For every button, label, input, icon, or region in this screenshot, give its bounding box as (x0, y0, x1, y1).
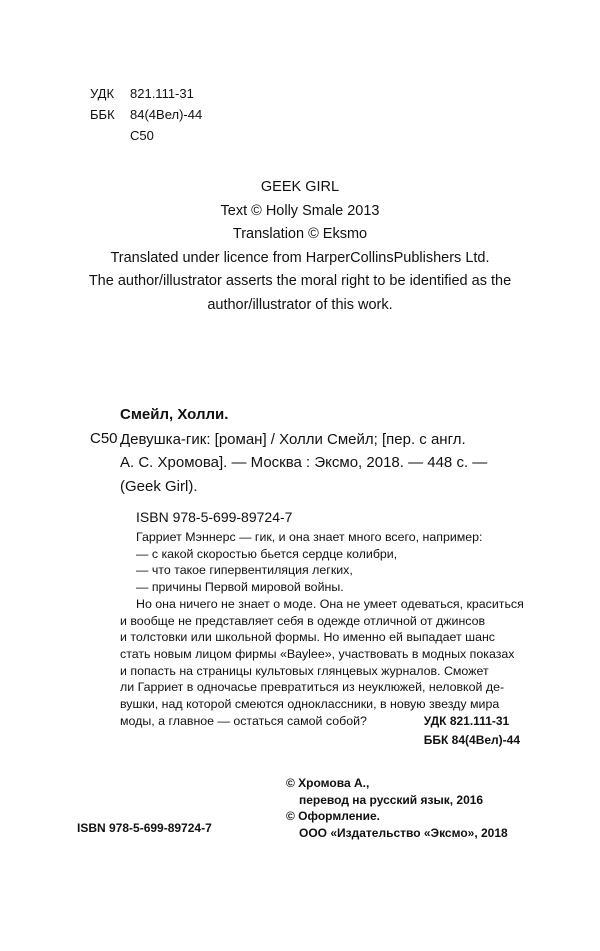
annotation-line: стать новым лицом фирмы «Baylee», участвовать в модных показах (120, 646, 515, 661)
translation-copyright: Translation © Eksmo (232, 226, 368, 242)
original-title: GEEK GIRL (260, 179, 340, 195)
moral-right-line-2: author/illustrator of this work. (207, 296, 393, 313)
design-copyright: © Оформление. (286, 809, 381, 823)
publisher-copyright: ООО «Издательство «Эксмо», 2018 (299, 825, 508, 840)
bbk-row (90, 104, 202, 125)
annotation-line: Гарриет Мэннерс — гик, и она знает много всего, например: (136, 530, 483, 544)
bbk-value: 84(4Вел)-44 (130, 107, 203, 122)
isbn: ISBN 978-5-699-89724-7 (136, 509, 293, 525)
annotation-line: — причины Первой мировой войны. (136, 580, 344, 595)
description-line: (Geek Girl). (120, 477, 198, 495)
annotation-line: — что такое гипервентиляция легких, (136, 563, 353, 578)
annotation-line: ли Гарриет в одночасье превратиться из неуклюжей, неловкой де- (120, 680, 505, 695)
author-mark-top: С50 (130, 128, 154, 143)
author-heading: Смейл, Холли. (120, 406, 229, 423)
udk-label: УДК (90, 86, 115, 101)
copyright-block (60, 176, 540, 317)
bbk-code: ББК 84(4Вел)-44 (423, 733, 520, 747)
annotation-line: вушки, над которой смеются одноклассники, в новую звезду мира (120, 697, 500, 712)
licence-line: Translated under licence from HarperCollinsPublishers Ltd. (110, 249, 490, 266)
description-line: Девушка-гик: [роман] / Холли Смейл; [пер. с англ. (120, 431, 466, 448)
description-line: А. С. Хромова]. — Москва : Эксмо, 2018. — 448 с. — (120, 454, 488, 472)
text-copyright: Text © Holly Smale 2013 (220, 202, 380, 219)
annotation-line: — с какой скоростью бьется сердце колибри, (136, 546, 398, 561)
isbn-bottom: ISBN 978-5-699-89724-7 (77, 821, 212, 835)
annotation-line: моды, а главное — остаться самой собой? (120, 713, 367, 728)
annotation (120, 529, 528, 729)
udk-value: 821.111-31 (130, 86, 194, 101)
annotation-line: Но она ничего не знает о моде. Она не умеет одеваться, краситься (136, 596, 524, 611)
annotation-line: и попасть на страницы культовых глянцевых журналов. Сможет (120, 663, 489, 678)
annotation-line: и толстовки или школьной формы. Но именно ей выпадает шанс (120, 630, 496, 645)
classification-codes-right (424, 712, 520, 750)
translator-copyright: © Хромова А., (286, 776, 370, 790)
udk-code: УДК 821.111-31 (423, 714, 510, 728)
bbk-label: ББК (90, 107, 115, 122)
udk-row (90, 83, 202, 104)
moral-right-line-1: The author/illustrator asserts the moral right to be identified as the (88, 273, 512, 289)
annotation-line: и вообще не представляет себя в одежде отличной от джинсов (120, 613, 486, 628)
bibliographic-description (120, 428, 530, 498)
russian-copyright-block (286, 775, 508, 841)
classification-block (90, 83, 202, 146)
author-mark: С50 (90, 430, 118, 447)
translation-note: перевод на русский язык, 2016 (299, 792, 484, 807)
